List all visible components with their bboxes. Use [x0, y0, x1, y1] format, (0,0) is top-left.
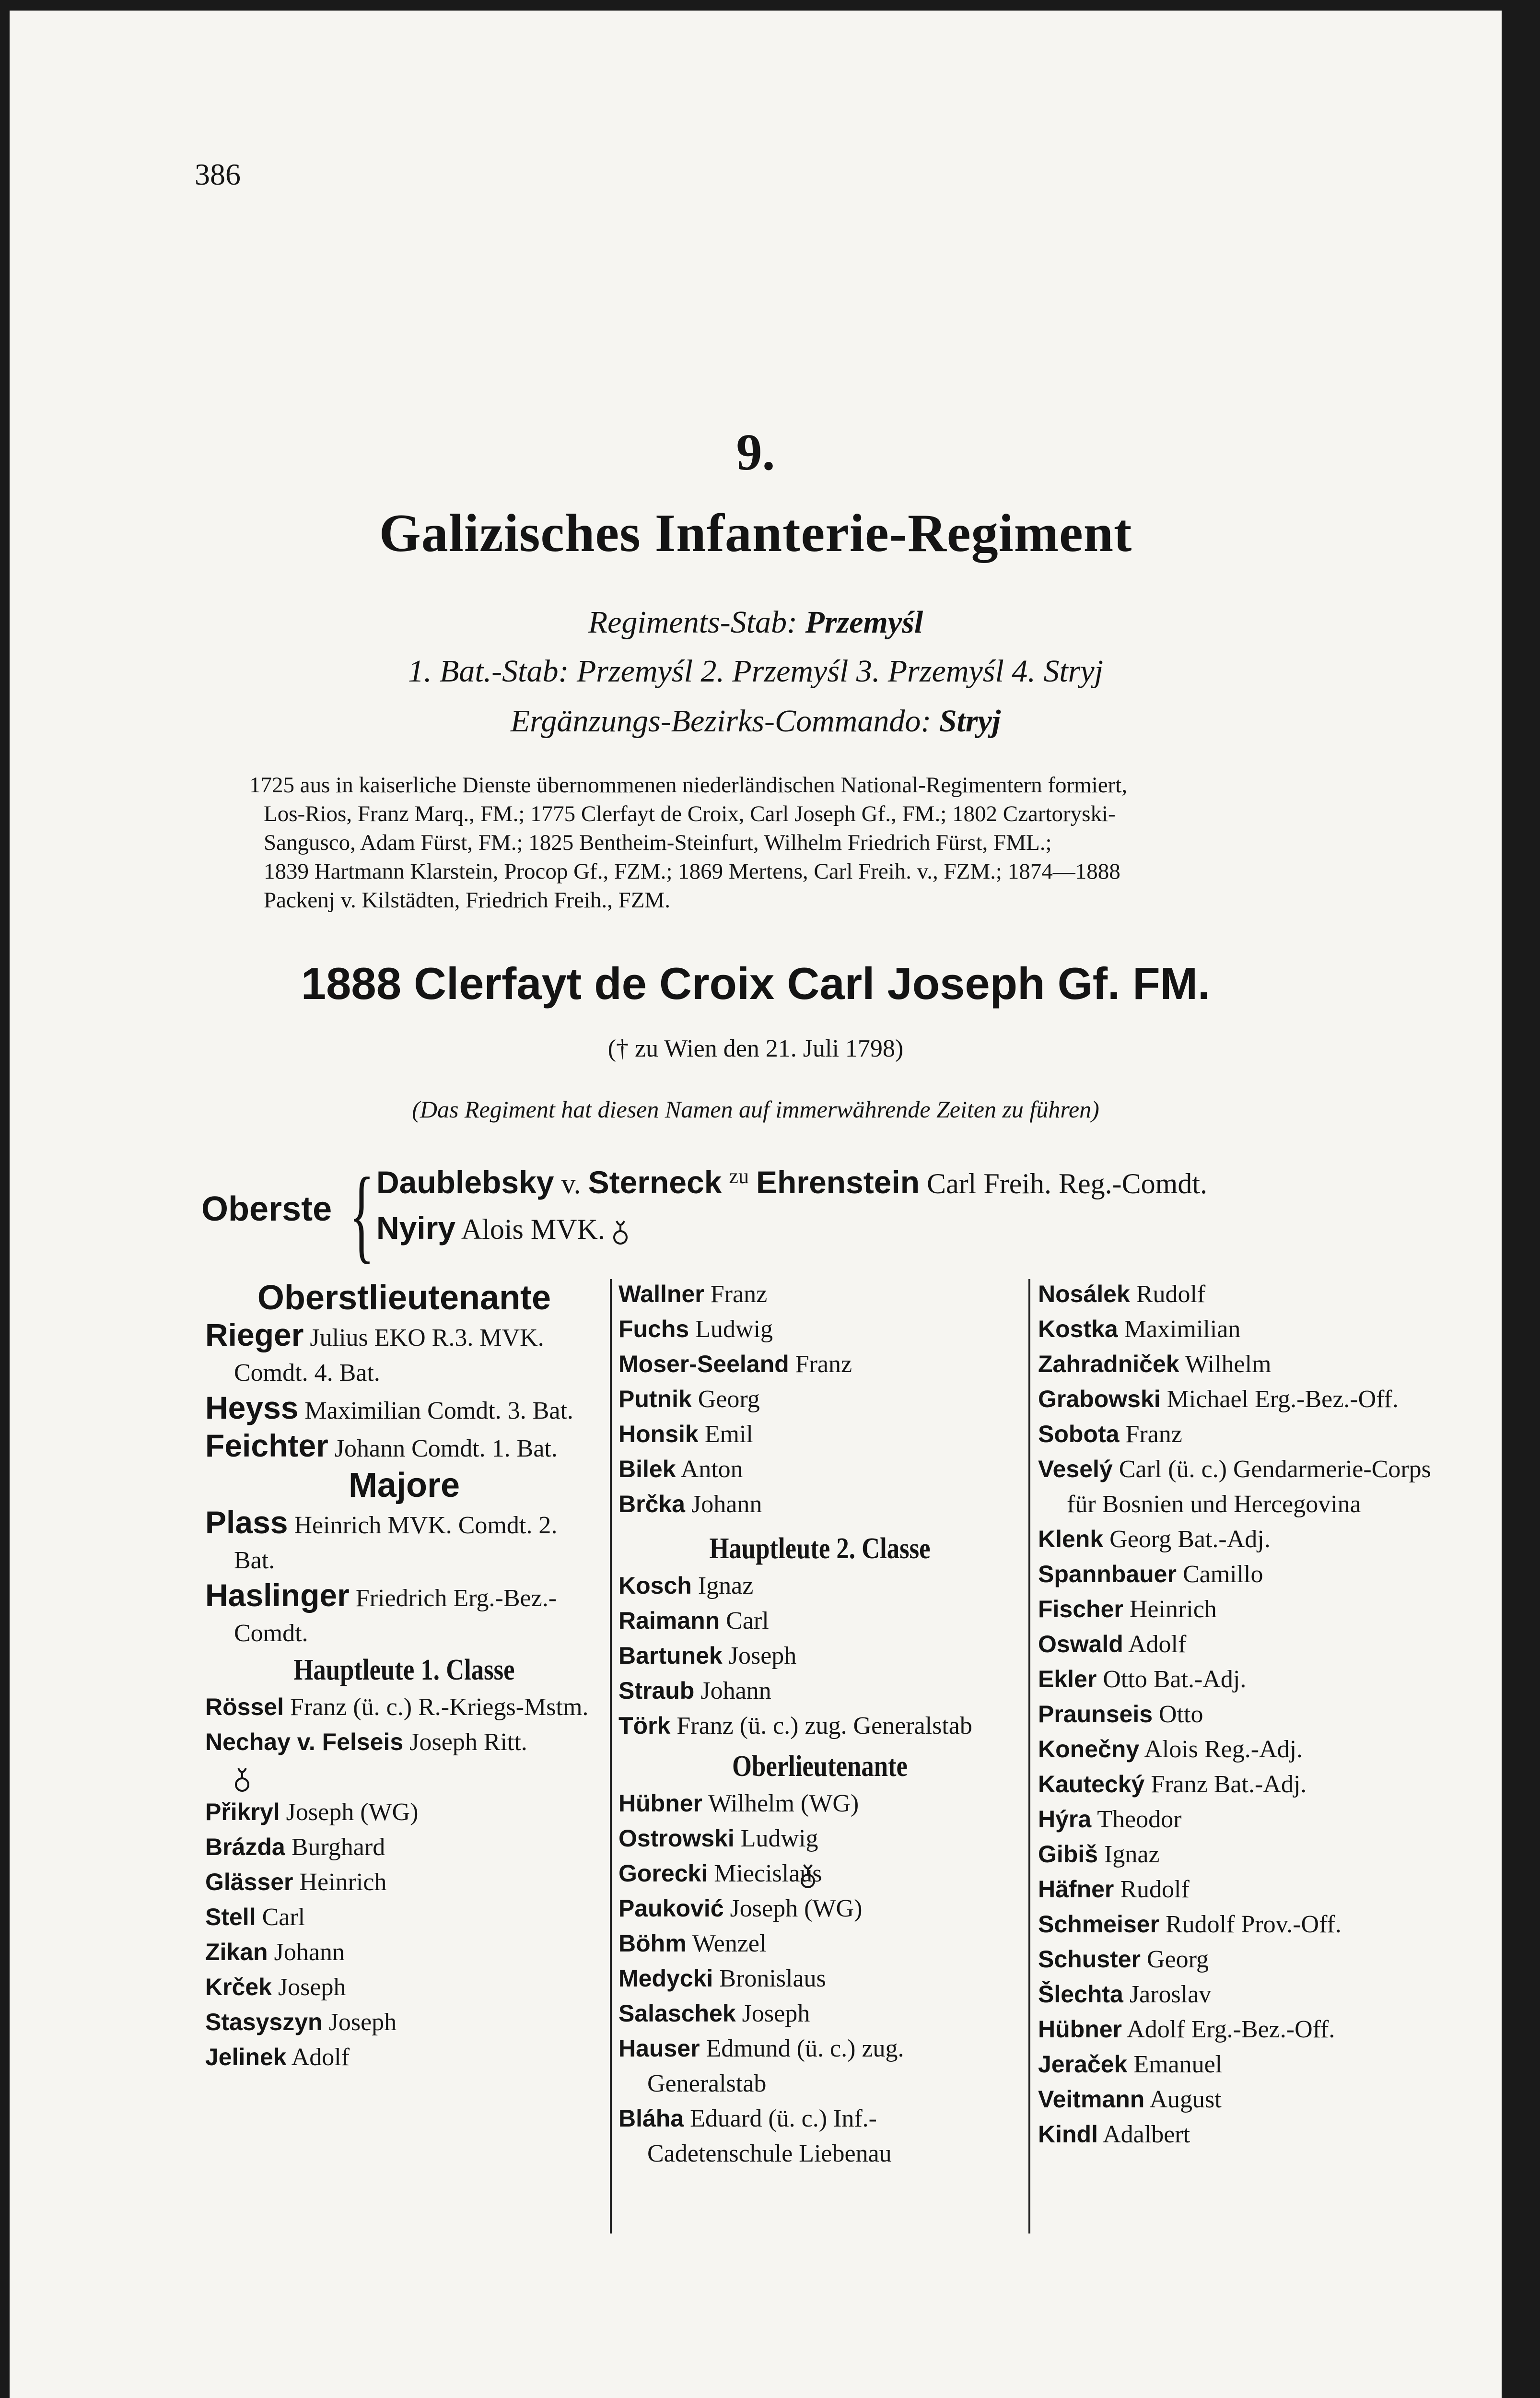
list-item: Kosch Ignaz — [618, 1572, 754, 1599]
column-2 — [618, 1277, 1021, 2171]
history-line: Sangusco, Adam Fürst, FM.; 1825 Bentheim-Steinfurt, Wilhelm Friedrich Fürst, FML.; — [264, 830, 1052, 855]
list-item: Stell Carl — [205, 1904, 305, 1931]
column-1 — [205, 1277, 603, 2075]
list-item: Medycki Bronislaus — [618, 1965, 826, 1992]
list-item: Bilek Anton — [618, 1456, 743, 1483]
oberst-name: Ehrenstein — [756, 1164, 920, 1200]
regiment-number: 9. — [736, 424, 775, 481]
oberste-label: Oberste — [201, 1190, 332, 1228]
order-decoration-icon — [612, 1218, 629, 1246]
list-item: Törk Franz (ü. c.) zug. Generalstab — [618, 1712, 972, 1740]
list-item: Böhm Wenzel — [618, 1930, 767, 1957]
list-item: Schmeiser Rudolf Prov.-Off. — [1038, 1911, 1342, 1938]
list-item: Veitmann August — [1038, 2086, 1222, 2113]
oberste-brace: { — [349, 1156, 374, 1273]
oberst-entry-1 — [376, 1164, 1207, 1200]
list-item: Haslinger Friedrich Erg.-Bez.-Comdt. — [205, 1577, 557, 1647]
list-item: Krček Joseph — [205, 1974, 346, 2001]
recruitment-value: Stryj — [939, 704, 1001, 739]
list-item: Jelinek Adolf — [205, 2044, 350, 2071]
column-3 — [1038, 1277, 1436, 2152]
list-item: Oswald Adolf — [1038, 1631, 1187, 1658]
list-item: Gibiš Ignaz — [1038, 1841, 1160, 1868]
section-heading: Oberstlieutenante — [257, 1279, 551, 1317]
section-heading: Hauptleute 1. Classe — [293, 1654, 515, 1686]
death-note: († zu Wien den 21. Juli 1798) — [607, 1035, 904, 1062]
list-item: Brčka Johann — [618, 1491, 762, 1518]
section-heading: Hauptleute 2. Classe — [709, 1532, 931, 1565]
list-item: Hübner Wilhelm (WG) — [618, 1790, 859, 1817]
list-item: Rössel Franz (ü. c.) R.-Kriegs-Mstm. — [205, 1693, 589, 1721]
column-divider — [1028, 1279, 1030, 2233]
staff-label: Regiments-Stab: — [588, 605, 798, 640]
list-item: Stasyszyn Joseph — [205, 2009, 397, 2036]
list-item: Raimann Carl — [618, 1607, 769, 1634]
oberst-particle: zu — [729, 1164, 749, 1188]
oberst-name: Sterneck — [588, 1164, 722, 1200]
oberst-entry-2 — [376, 1210, 629, 1246]
list-item: Zahradniček Wilhelm — [1038, 1351, 1272, 1378]
list-item: Glässer Heinrich — [205, 1869, 387, 1896]
list-item: Spannbauer Camillo — [1038, 1561, 1263, 1588]
list-item: Klenk Georg Bat.-Adj. — [1038, 1526, 1271, 1553]
list-item: Bláha Eduard (ü. c.) Inf.-Cadetenschule Liebenau — [618, 2105, 892, 2167]
list-item: Heyss Maximilian Comdt. 3. Bat. — [205, 1390, 573, 1425]
history-line: 1839 Hartmann Klarstein, Procop Gf., FZM.; 1869 Mertens, Carl Freih. v., FZM.; 1874—1888 — [264, 859, 1120, 884]
history-line: Packenj v. Kilstädten, Friedrich Freih., FZM. — [264, 888, 671, 913]
list-item: Wallner Franz — [618, 1281, 768, 1308]
oberst-name: Nyiry — [376, 1210, 456, 1246]
list-item: Honsik Emil — [618, 1421, 753, 1448]
list-item: Bartunek Joseph — [618, 1642, 797, 1669]
list-item: Salaschek Joseph — [618, 2000, 810, 2027]
list-item: Plass Heinrich MVK. Comdt. 2. Bat. — [205, 1505, 558, 1574]
oberst-name: Daublebsky — [376, 1164, 554, 1200]
order-decoration-icon — [828, 1862, 845, 1890]
list-item: Ekler Otto Bat.-Adj. — [1038, 1666, 1247, 1693]
order-decoration-icon — [234, 1765, 250, 1793]
honorary-colonel: 1888 Clerfayt de Croix Carl Joseph Gf. FM. — [301, 958, 1211, 1009]
oberst-particle: v. — [561, 1168, 581, 1199]
list-item: Putnik Georg — [618, 1386, 760, 1413]
column-divider — [610, 1279, 612, 2233]
list-item: Gorecki Miecislaus — [618, 1856, 1021, 1891]
page-number: 386 — [195, 157, 241, 191]
list-item: Šlechta Jaroslav — [1038, 1981, 1212, 2008]
list-item: Hauser Edmund (ü. c.) zug. Generalstab — [618, 2035, 904, 2097]
list-item: Kautecký Franz Bat.-Adj. — [1038, 1771, 1307, 1798]
list-item: Pauković Joseph (WG) — [618, 1895, 863, 1922]
oberst-details: Carl Freih. Reg.-Comdt. — [927, 1168, 1207, 1199]
history-line: 1725 aus in kaiserliche Dienste übernommenen niederländischen National-Regimentern formiert, — [249, 773, 1128, 798]
list-item: Hübner Adolf Erg.-Bez.-Off. — [1038, 2016, 1335, 2043]
list-item: Konečny Alois Reg.-Adj. — [1038, 1736, 1303, 1763]
battalions-line: 1. Bat.-Stab: Przemyśl 2. Przemyśl 3. Przemyśl 4. Stryj — [408, 654, 1103, 689]
list-item-decoration — [205, 1760, 603, 1795]
oberst-details: Alois MVK. — [461, 1213, 605, 1245]
recruitment-label: Ergänzungs-Bezirks-Commando: — [510, 704, 932, 739]
name-note: (Das Regiment hat diesen Namen auf immerwährende Zeiten zu führen) — [412, 1096, 1099, 1123]
list-item: Brázda Burghard — [205, 1834, 385, 1861]
staff-value: Przemyśl — [805, 605, 923, 640]
list-item: Fischer Heinrich — [1038, 1596, 1217, 1623]
list-item: Nechay v. Felseis Joseph Ritt. — [205, 1728, 527, 1756]
list-item: Feichter Johann Comdt. 1. Bat. — [205, 1428, 558, 1463]
list-item: Straub Johann — [618, 1677, 771, 1704]
recruitment-line — [10, 703, 1502, 740]
staff-line — [10, 604, 1502, 641]
list-item: Hýra Theodor — [1038, 1806, 1182, 1833]
list-item: Sobota Franz — [1038, 1421, 1182, 1448]
list-item: Kindl Adalbert — [1038, 2121, 1190, 2148]
list-item: Kostka Maximilian — [1038, 1316, 1241, 1343]
list-item: Přikryl Joseph (WG) — [205, 1798, 419, 1826]
list-item: Praunseis Otto — [1038, 1701, 1203, 1728]
section-heading: Majore — [348, 1466, 460, 1505]
list-item: Schuster Georg — [1038, 1946, 1209, 1973]
list-item: Grabowski Michael Erg.-Bez.-Off. — [1038, 1386, 1399, 1413]
list-item: Rieger Julius EKO R.3. MVK. Comdt. 4. Bat. — [205, 1317, 544, 1387]
history-line: Los-Rios, Franz Marq., FM.; 1775 Clerfayt de Croix, Carl Joseph Gf., FM.; 1802 Czartoryski- — [264, 801, 1116, 826]
list-item: Moser-Seeland Franz — [618, 1351, 852, 1378]
regiment-title: Galizisches Infanterie-Regiment — [379, 504, 1132, 563]
list-item: Häfner Rudolf — [1038, 1876, 1190, 1903]
regiment-history — [249, 771, 1429, 915]
section-heading: Oberlieutenante — [732, 1750, 908, 1783]
list-item: Zikan Johann — [205, 1939, 345, 1966]
page — [10, 11, 1502, 2398]
list-item: Nosálek Rudolf — [1038, 1281, 1206, 1308]
list-item: Fuchs Ludwig — [618, 1316, 773, 1343]
list-item: Ostrowski Ludwig — [618, 1825, 818, 1852]
list-item: Veselý Carl (ü. c.) Gendarmerie-Corps für Bosnien und Hercegovina — [1038, 1456, 1431, 1518]
list-item: Jeraček Emanuel — [1038, 2051, 1223, 2078]
